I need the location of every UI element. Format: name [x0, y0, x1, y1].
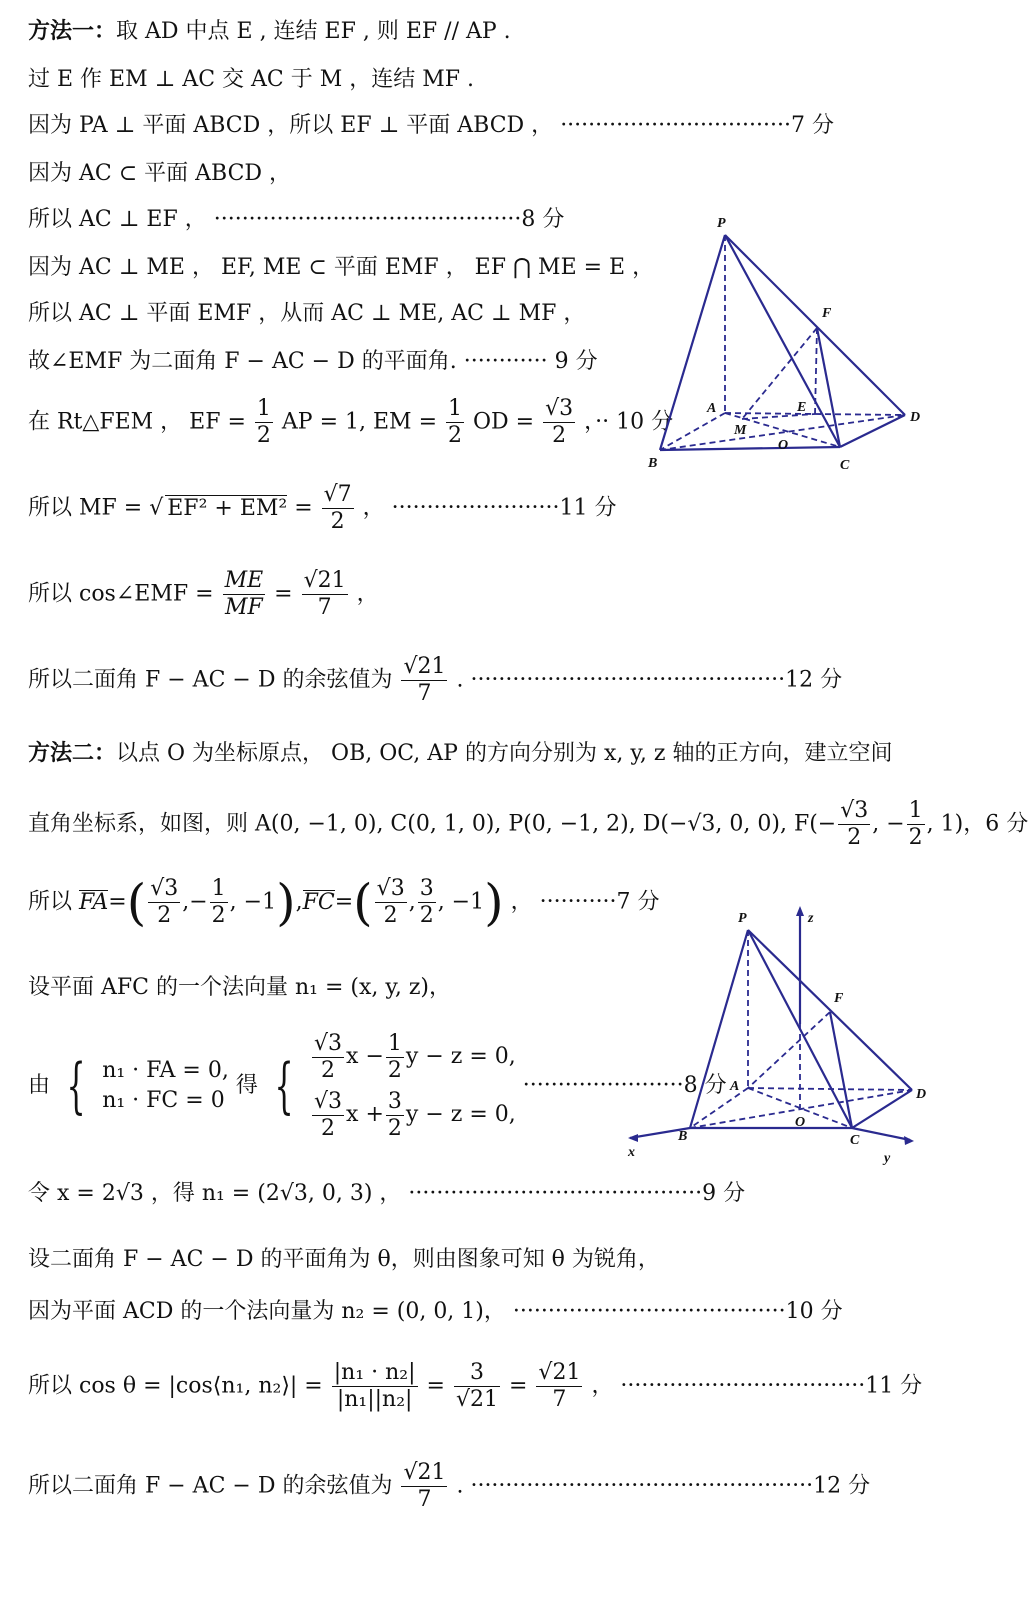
- num: ME: [224, 568, 264, 593]
- sys2-e1: x −: [346, 1044, 384, 1069]
- num: √3: [376, 876, 405, 901]
- frac-sqrt3-2-s2: [312, 1089, 344, 1142]
- label-z: z: [808, 911, 814, 926]
- label-b2: B: [678, 1129, 688, 1144]
- m2-text-8: 因为平面 ACD 的一个法向量为 n₂ = (0, 0, 1)，: [28, 1299, 506, 1324]
- eq: =: [334, 889, 354, 915]
- num: √21: [403, 654, 446, 679]
- m2-text-6b: (2√3, 0, 3): [257, 1181, 373, 1206]
- m2-title: 方法二：: [28, 741, 117, 766]
- label-x: x: [628, 1145, 635, 1160]
- m2-score-8: ·······················8 分: [522, 1073, 727, 1098]
- den: 2: [256, 423, 271, 448]
- m1-line-10: 所以 MF = √ EF² + EM² = $\frac{√7}{2}$ ， ························11 分: [28, 482, 617, 534]
- num: √3: [314, 1088, 343, 1114]
- eq: =: [108, 889, 127, 915]
- frac-sqrt7-2: [322, 482, 354, 535]
- m2-text-2a: 直角坐标系，如图，则 A(0, −1, 0), C(0, 1, 0), P(0, −1, 2), D(−√3, 0, 0), F(−: [28, 811, 837, 837]
- label-o: O: [778, 438, 789, 453]
- m1-score-10: ，·· 10 分: [584, 409, 674, 435]
- m2-text-10a: 所以二面角 F − AC − D 的余弦值为: [28, 1473, 393, 1499]
- frac-1-2-f: [907, 798, 925, 851]
- m1-text-10a: 所以 MF =: [28, 495, 143, 521]
- frac-1-2-g: [210, 876, 228, 929]
- frac-sqrt3-2-h: [375, 876, 407, 929]
- num: 1: [908, 798, 923, 823]
- frac-1-2-s1: [386, 1031, 404, 1084]
- m1-text-9c: OD =: [473, 409, 535, 435]
- frac-3-2-h: [418, 876, 436, 929]
- m2-text-3a: 所以: [28, 889, 73, 915]
- m1-text-9b: AP = 1, EM =: [281, 409, 438, 435]
- m1-text-3: 因为 PA ⊥ 平面 ABCD ，所以 EF ⊥ 平面 ABCD ，: [28, 113, 554, 138]
- label-f: F: [822, 306, 832, 321]
- label-c2: C: [850, 1133, 860, 1148]
- m2-text-3m2: , −1: [437, 889, 485, 915]
- label-y: y: [884, 1151, 891, 1166]
- frac-n1n2: [332, 1360, 418, 1413]
- m2-score-11: ， ···································11 分: [591, 1373, 923, 1399]
- frac-sqrt3-2-g: [148, 876, 180, 929]
- system-2: [310, 1028, 516, 1144]
- den: 2: [847, 825, 862, 850]
- sys1-eq1: n₁ · FA = 0,: [102, 1058, 229, 1083]
- sys1-eq2: n₁ · FC = 0: [102, 1088, 225, 1113]
- den: 2: [383, 903, 398, 928]
- label-a: A: [707, 401, 717, 416]
- num: 3: [419, 876, 434, 901]
- den: 2: [552, 423, 567, 448]
- m1-text-12a: 所以二面角 F − AC − D 的余弦值为: [28, 667, 393, 693]
- m2-text-2b: , −: [872, 811, 905, 837]
- pyramid-figure-1: [640, 205, 940, 485]
- frac-1-2-b: [446, 396, 464, 449]
- m1-score-12: . ·············································12 分: [456, 667, 843, 693]
- m1-line-6: 因为 AC ⊥ ME ， EF, ME ⊂ 平面 EMF ， EF ⋂ ME = E ，: [28, 255, 655, 280]
- frac-sqrt3-2-s1: [312, 1031, 344, 1084]
- frac-sqrt21-7-d: [401, 1460, 447, 1513]
- frac-sqrt3-2-f: [838, 798, 870, 851]
- frac-me-mf: [223, 568, 266, 621]
- den: 2: [387, 1115, 402, 1141]
- m2-score-9: ， ··········································9 分: [379, 1181, 746, 1206]
- m1-title: 方法一：: [28, 19, 117, 44]
- label-p: P: [717, 216, 726, 231]
- num: √3: [314, 1030, 343, 1056]
- m1-text-10b: =: [294, 495, 313, 521]
- label-d: D: [910, 410, 921, 425]
- system-1: [102, 1056, 229, 1116]
- den: 2: [387, 1057, 402, 1083]
- sys2-e2b: y − z = 0,: [405, 1102, 516, 1127]
- den: 2: [330, 509, 345, 534]
- m1-line-5: [28, 202, 564, 233]
- vector-fa: FA: [79, 889, 109, 915]
- num: 1: [256, 396, 271, 421]
- m1-line-8: [28, 344, 598, 375]
- frac-1-2-a: [255, 396, 273, 449]
- m2-line-5: 由 { n₁ · FA = 0, n₁ · FC = 0 得 { $\frac{√3}{2}$ x − $\frac{1}{2}$ y − z = 0, $\frac{√3}{2}$ x + $\frac{3}{2}$ y − z = 0, ·······················8 分: [28, 1028, 727, 1144]
- m2-line-3: 所以 FA=( $\frac{√3}{2}$ ,− $\frac{1}{2}$ , −1),FC=( $\frac{√3}{2}$ , $\frac{3}{2}$ , −1) ， ···········7 分: [28, 873, 660, 932]
- frac-3-sqrt21: [454, 1360, 500, 1413]
- m2-line-9: [28, 1360, 922, 1413]
- m1-score-7: ·································7 分: [560, 113, 834, 138]
- pyramid-figure-2: [620, 900, 950, 1170]
- num: √21: [538, 1360, 581, 1385]
- frac-sqrt3-2: [543, 396, 575, 449]
- num: √3: [150, 876, 179, 901]
- sys2-e2: x +: [346, 1102, 384, 1127]
- m1-line-12: [28, 654, 842, 707]
- frac-sqrt21-7-c: [536, 1360, 582, 1413]
- m1-text-5: 所以 AC ⊥ EF ，: [28, 207, 207, 232]
- den: 2: [448, 423, 463, 448]
- m2-text-you: 由: [28, 1073, 51, 1098]
- num: 3: [387, 1088, 402, 1114]
- m2-text-3m1: , −1: [229, 889, 277, 915]
- vector-fc: FC: [302, 889, 335, 915]
- m1-text-11c: ，: [356, 581, 379, 607]
- m1-text-11b: =: [274, 581, 293, 607]
- den: 2: [157, 903, 172, 928]
- num: √21: [403, 1460, 446, 1485]
- m1-score-8: ············································8 分: [213, 207, 565, 232]
- den: 2: [321, 1057, 336, 1083]
- num: √3: [840, 798, 869, 823]
- den: MF: [224, 595, 263, 620]
- m2-text-9a: 所以 cos θ = |cos⟨n₁, n₂⟩| =: [28, 1373, 323, 1399]
- den: 2: [211, 903, 226, 928]
- frac-sqrt21-7-a: [302, 568, 348, 621]
- den: |n₁||n₂|: [336, 1387, 413, 1412]
- m2-line-10: [28, 1460, 870, 1513]
- m1-line-2: 过 E 作 EM ⊥ AC 交 AC 于 M ，连结 MF .: [28, 67, 475, 92]
- num: √3: [545, 396, 574, 421]
- label-p2: P: [738, 911, 747, 926]
- num: 3: [454, 1360, 500, 1387]
- m1-line-9: [28, 396, 673, 449]
- m2-score-10: ·······································10 分: [512, 1299, 843, 1324]
- m2-score-7: ， ···········7 分: [510, 889, 660, 915]
- num: |n₁ · n₂|: [333, 1360, 416, 1385]
- m1-text-1: 取 AD 中点 E , 连结 EF , 则 EF // AP .: [116, 19, 511, 44]
- m2-line-6: [28, 1176, 745, 1207]
- num: 1: [211, 876, 226, 901]
- label-e: E: [797, 400, 807, 415]
- m1-line-11: [28, 568, 379, 621]
- m2-text-9b: =: [426, 1373, 445, 1399]
- radicand-ef-em: EF² + EM²: [167, 495, 288, 521]
- label-c: C: [840, 458, 850, 473]
- frac-3-2-s2: [386, 1089, 404, 1142]
- den: 7: [552, 1387, 567, 1412]
- m2-line-8: [28, 1294, 843, 1325]
- m1-line-4: 因为 AC ⊂ 平面 ABCD ，: [28, 161, 292, 186]
- m1-text-11a: 所以 cos∠EMF =: [28, 581, 214, 607]
- num: 1: [448, 396, 463, 421]
- m1-score-11: ， ························11 分: [362, 495, 617, 521]
- den: √21: [455, 1387, 498, 1412]
- frac-sqrt21-7-b: [401, 654, 447, 707]
- m2-text-2c: , 1)，6 分: [926, 811, 1028, 837]
- num: √21: [303, 568, 346, 593]
- m1-line-3: [28, 108, 834, 139]
- m2-line-2: [28, 798, 1028, 851]
- den: 7: [317, 595, 332, 620]
- m2-text-9c: =: [508, 1373, 528, 1399]
- m1-line-7: 所以 AC ⊥ 平面 EMF ，从而 AC ⊥ ME, AC ⊥ MF ，: [28, 301, 586, 326]
- label-a2: A: [730, 1079, 740, 1094]
- m2-line-4: 设平面 AFC 的一个法向量 n₁ = (x, y, z)，: [28, 975, 452, 1000]
- m2-line-1: [28, 736, 892, 767]
- label-m: M: [734, 423, 747, 438]
- m1-text-9a: 在 Rt△FEM ， EF =: [28, 409, 246, 435]
- m2-score-12: . ·················································12 分: [456, 1473, 871, 1499]
- label-o2: O: [795, 1115, 806, 1130]
- den: 2: [321, 1115, 336, 1141]
- num: 1: [387, 1030, 402, 1056]
- m2-text-1: 以点 O 为坐标原点， OB, OC, AP 的方向分别为 x, y, z 轴的正方向，建立空间: [116, 741, 893, 766]
- m1-line-1: [28, 14, 511, 45]
- num: √7: [323, 482, 352, 507]
- m2-text-6a: 令 x = 2√3 ，得 n₁ =: [28, 1181, 251, 1206]
- label-b: B: [648, 456, 658, 471]
- sys2-e1b: y − z = 0,: [405, 1044, 516, 1069]
- label-d2: D: [916, 1087, 927, 1102]
- den: 2: [419, 903, 434, 928]
- den: 7: [417, 681, 432, 706]
- label-f2: F: [834, 991, 844, 1006]
- m2-text-de: 得: [235, 1073, 258, 1098]
- m1-text-8: 故∠EMF 为二面角 F − AC − D 的平面角.: [28, 349, 457, 374]
- den: 7: [417, 1487, 432, 1512]
- m2-line-7: 设二面角 F − AC − D 的平面角为 θ，则由图象可知 θ 为锐角，: [28, 1247, 660, 1272]
- m1-score-9: ············ 9 分: [463, 349, 598, 374]
- den: 2: [908, 825, 923, 850]
